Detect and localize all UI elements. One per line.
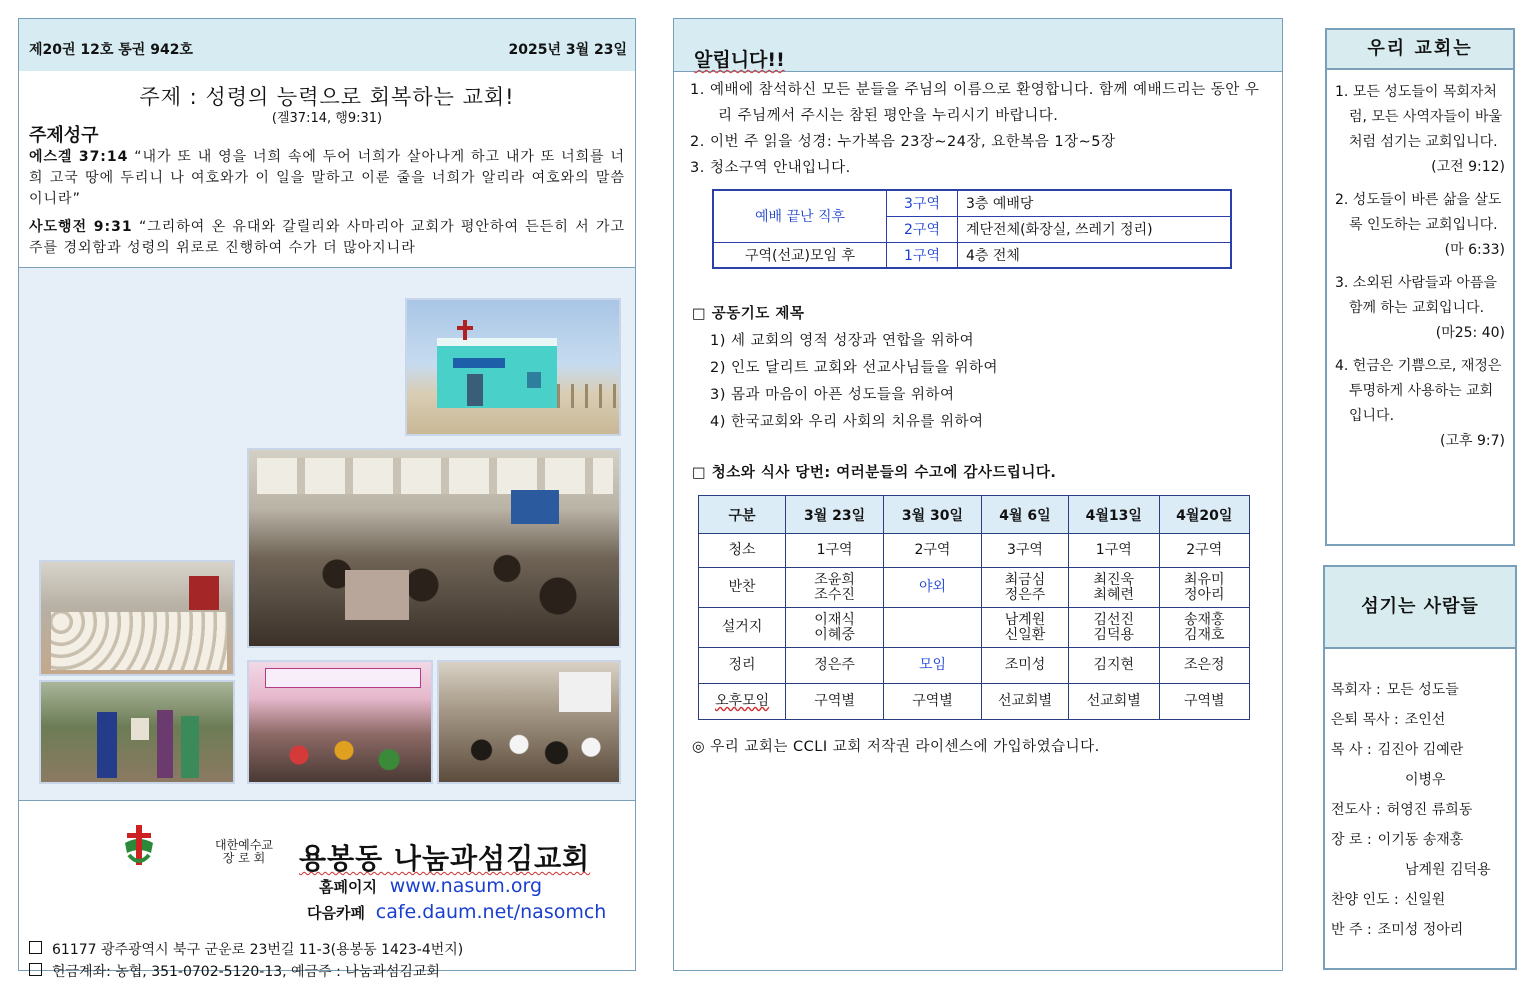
duty-row-label: 정리 <box>699 648 786 684</box>
cleaning-area-cell: 3층 예배당 <box>958 190 1232 216</box>
duty-cell: 1구역 <box>786 534 884 568</box>
our-church-panel <box>1325 28 1515 546</box>
server-row <box>1331 795 1515 825</box>
server-role: 장 로 : <box>1331 832 1372 848</box>
our-church-item-text: 4. 헌금은 기쁨으로, 재정은 투명하게 사용하는 교회입니다. <box>1335 358 1502 424</box>
server-row <box>1331 705 1515 735</box>
cross-logo-icon <box>121 823 157 867</box>
prayer-title: □ 공동기도 제목 <box>692 306 805 322</box>
duty-cell: 3구역 <box>981 534 1068 568</box>
cafe-row <box>307 901 606 923</box>
our-church-item-text: 3. 소외된 사람들과 아픔을 함께 하는 교회입니다. <box>1335 275 1497 316</box>
server-names: 이기동 송재홍 <box>1377 832 1464 848</box>
duty-cell: 2구역 <box>1159 534 1249 568</box>
duty-row <box>699 684 1250 720</box>
server-role: 목 사 : <box>1331 742 1372 758</box>
servers-panel <box>1323 565 1517 970</box>
fellowship-event-photo <box>247 660 433 784</box>
notice-list <box>690 77 1266 181</box>
duty-header-cell: 4월20일 <box>1159 496 1249 534</box>
our-church-item <box>1335 271 1505 346</box>
notice-title: 알립니다!! <box>694 49 785 71</box>
server-row <box>1331 855 1515 885</box>
denomination: 대한예수교 장 로 회 <box>215 838 273 865</box>
servers-title: 섬기는 사람들 <box>1325 567 1515 649</box>
our-church-item <box>1335 354 1505 454</box>
cleaning-area-cell: 계단전체(화장실, 쓰레기 정리) <box>958 216 1232 242</box>
front-page-panel <box>18 18 636 980</box>
volume-header-bar <box>19 19 635 72</box>
church-name: 용봉동 나눔과섬김교회 <box>299 842 591 875</box>
duty-table <box>698 495 1250 720</box>
our-church-item-ref: (고후 9:7) <box>1440 433 1505 449</box>
our-church-item-text: 2. 성도들이 바른 삶을 살도록 인도하는 교회입니다. <box>1335 192 1502 233</box>
homepage-link[interactable]: www.nasum.org <box>389 875 543 897</box>
volume-number: 제20권 12호 통권 942호 <box>29 42 193 58</box>
worship-service-photo <box>247 448 621 648</box>
rice-bags-photo <box>39 560 235 676</box>
our-church-title: 우리 교회는 <box>1327 30 1513 70</box>
our-church-item <box>1335 188 1505 263</box>
cleaning-label-cell: 예배 끝난 직후 <box>713 190 887 242</box>
verse-2-text: “그리하여 온 유대와 갈릴리와 사마리아 교회가 평안하여 든든히 서 가고 주를 경외함과 성령의 위로로 진행하여 수가 더 많아지니라 <box>29 219 626 256</box>
offering-account: 헌금계좌: 농협, 351-0702-5120-13, 예금주 : 나눔과섬김교회 <box>29 961 440 981</box>
duty-cell: 김지현 <box>1069 648 1159 684</box>
server-names: 남계원 김덕용 <box>1405 862 1491 878</box>
cafe-link[interactable]: cafe.daum.net/nasomch <box>375 901 607 923</box>
duty-cell: 구역별 <box>884 684 982 720</box>
our-church-item-text: 1. 모든 성도들이 목회자처럼, 모든 사역자들이 바울처럼 섬기는 교회입니다. <box>1335 84 1503 150</box>
server-names: 허영진 류희동 <box>1386 802 1473 818</box>
church-logo <box>121 823 157 867</box>
duty-cell: 이재식 이혜중 <box>786 608 884 648</box>
verse-heading: 주제성구 <box>29 125 99 146</box>
duty-cell: 정은주 <box>786 648 884 684</box>
notice-item-3: 3. 청소구역 안내입니다. <box>690 160 851 176</box>
duty-cell: 조은정 <box>1159 648 1249 684</box>
duty-cell: 구역별 <box>786 684 884 720</box>
duty-row-label: 반찬 <box>699 568 786 608</box>
prayer-section <box>692 301 998 436</box>
duty-header-cell: 4월 6일 <box>981 496 1068 534</box>
duty-title: □ 청소와 식사 당번: 여러분들의 수고에 감사드립니다. <box>692 465 1057 481</box>
duty-header-cell: 구분 <box>699 496 786 534</box>
server-role: 반 주 : <box>1331 922 1372 938</box>
verse-2 <box>29 217 625 259</box>
duty-row-label: 오후모임 <box>699 684 786 720</box>
theme-references: (겔37:14, 행9:31) <box>271 111 383 126</box>
duty-cell: 최유미 정아리 <box>1159 568 1249 608</box>
duty-header-cell: 3월 30일 <box>884 496 982 534</box>
server-row <box>1331 735 1515 765</box>
notice-item-2: 2. 이번 주 읽을 성경: 누가복음 23장∼24장, 요한복음 1장∼5장 <box>690 134 1116 150</box>
our-church-list <box>1335 80 1505 462</box>
server-names: 이병우 <box>1405 772 1446 788</box>
group-gathering-photo <box>437 660 621 784</box>
server-names: 조인선 <box>1404 712 1446 728</box>
duty-cell: 1구역 <box>1069 534 1159 568</box>
duty-header-cell: 4월13일 <box>1069 496 1159 534</box>
server-role: 전도사 : <box>1331 802 1381 818</box>
duty-row <box>699 534 1250 568</box>
server-role: 찬양 인도 : <box>1331 892 1399 908</box>
cleaning-label-cell: 구역(선교)모임 후 <box>713 242 887 268</box>
server-names: 김진아 김예란 <box>1377 742 1464 758</box>
duty-cell: 야외 <box>884 568 982 608</box>
duty-cell: 최진욱 최혜련 <box>1069 568 1159 608</box>
server-role: 목회자 : <box>1331 682 1381 698</box>
verse-1 <box>29 147 625 210</box>
homepage-label: 홈페이지 <box>319 878 377 896</box>
server-role: 은퇴 목사 : <box>1331 712 1399 728</box>
server-row <box>1331 915 1515 945</box>
cleaning-area-cell: 4층 전체 <box>958 242 1232 268</box>
prayer-item: 1) 세 교회의 영적 성장과 연합을 위하여 <box>710 333 975 349</box>
duty-cell: 선교회별 <box>1069 684 1159 720</box>
notice-header-bar <box>674 19 1282 72</box>
server-row <box>1331 825 1515 855</box>
cleaning-zone-table <box>712 189 1232 269</box>
prayer-item: 3) 몸과 마음이 아픈 성도들을 위하여 <box>710 387 955 403</box>
duty-cell: 2구역 <box>884 534 982 568</box>
server-row <box>1331 675 1515 705</box>
verse-1-text: “내가 또 내 영을 너희 속에 두어 너희가 살아나게 하고 내가 또 너희를 너희 고국 땅에 두리니 나 여호와가 이 일을 말하고 이룬 줄을 너희가 알리라 여호와의 말씀이니라” <box>29 149 626 207</box>
our-church-item-ref: (고전 9:12) <box>1431 159 1505 175</box>
photo-collage <box>19 268 635 801</box>
village-outreach-photo <box>39 680 235 784</box>
ccli-notice: ◎ 우리 교회는 CCLI 교회 저작권 라이센스에 가입하였습니다. <box>692 739 1100 755</box>
duty-row-label: 청소 <box>699 534 786 568</box>
server-names: 조미성 정아리 <box>1377 922 1464 938</box>
cleaning-zone-cell: 3구역 <box>887 190 958 216</box>
servers-list <box>1331 675 1515 945</box>
server-names: 모든 성도들 <box>1386 682 1459 698</box>
server-names: 신일원 <box>1404 892 1446 908</box>
church-info <box>19 801 635 980</box>
prayer-item: 4) 한국교회와 우리 사회의 치유를 위하여 <box>710 414 984 430</box>
church-building-photo <box>405 298 621 436</box>
duty-cell: 최금심 정은주 <box>981 568 1068 608</box>
our-church-item-ref: (마25: 40) <box>1435 325 1505 341</box>
verse-2-ref: 사도행전 9:31 <box>29 219 133 235</box>
cafe-label: 다음카페 <box>307 904 365 922</box>
duty-row <box>699 568 1250 608</box>
checkbox-icon <box>29 941 42 954</box>
verse-1-ref: 에스겔 37:14 <box>29 149 129 165</box>
prayer-item: 2) 인도 달리트 교회와 선교사님들을 위하여 <box>710 360 999 376</box>
duty-cell: 송재홍 김재호 <box>1159 608 1249 648</box>
duty-cell: 모임 <box>884 648 982 684</box>
duty-row-label: 설거지 <box>699 608 786 648</box>
duty-row <box>699 608 1250 648</box>
cleaning-zone-cell: 1구역 <box>887 242 958 268</box>
bulletin-date: 2025년 3월 23일 <box>508 42 627 58</box>
duty-cell: 조미성 <box>981 648 1068 684</box>
address: 61177 광주광역시 북구 군운로 23번길 11-3(용봉동 1423-4번지) <box>29 939 463 959</box>
server-row <box>1331 885 1515 915</box>
duty-cell: 남계원 신일환 <box>981 608 1068 648</box>
duty-header-cell: 3월 23일 <box>786 496 884 534</box>
notice-item-1: 1. 예배에 참석하신 모든 분들을 주님의 이름으로 환영합니다. 함께 예배드리는 동안 우리 주님께서 주시는 참된 평안을 누리시기 바랍니다. <box>690 82 1260 124</box>
duty-cell: 조윤희 조수진 <box>786 568 884 608</box>
our-church-item-ref: (마 6:33) <box>1444 242 1505 258</box>
duty-cell <box>884 608 982 648</box>
duty-cell: 구역별 <box>1159 684 1249 720</box>
our-church-item <box>1335 80 1505 180</box>
theme-box <box>19 71 635 268</box>
checkbox-icon <box>29 963 42 976</box>
duty-row <box>699 648 1250 684</box>
notice-panel <box>673 18 1283 971</box>
theme-title: 주제 : 성령의 능력으로 회복하는 교회! <box>139 85 515 109</box>
duty-cell: 선교회별 <box>981 684 1068 720</box>
homepage-row <box>319 875 542 897</box>
duty-cell: 김선진 김덕용 <box>1069 608 1159 648</box>
server-row <box>1331 765 1515 795</box>
cleaning-zone-cell: 2구역 <box>887 216 958 242</box>
